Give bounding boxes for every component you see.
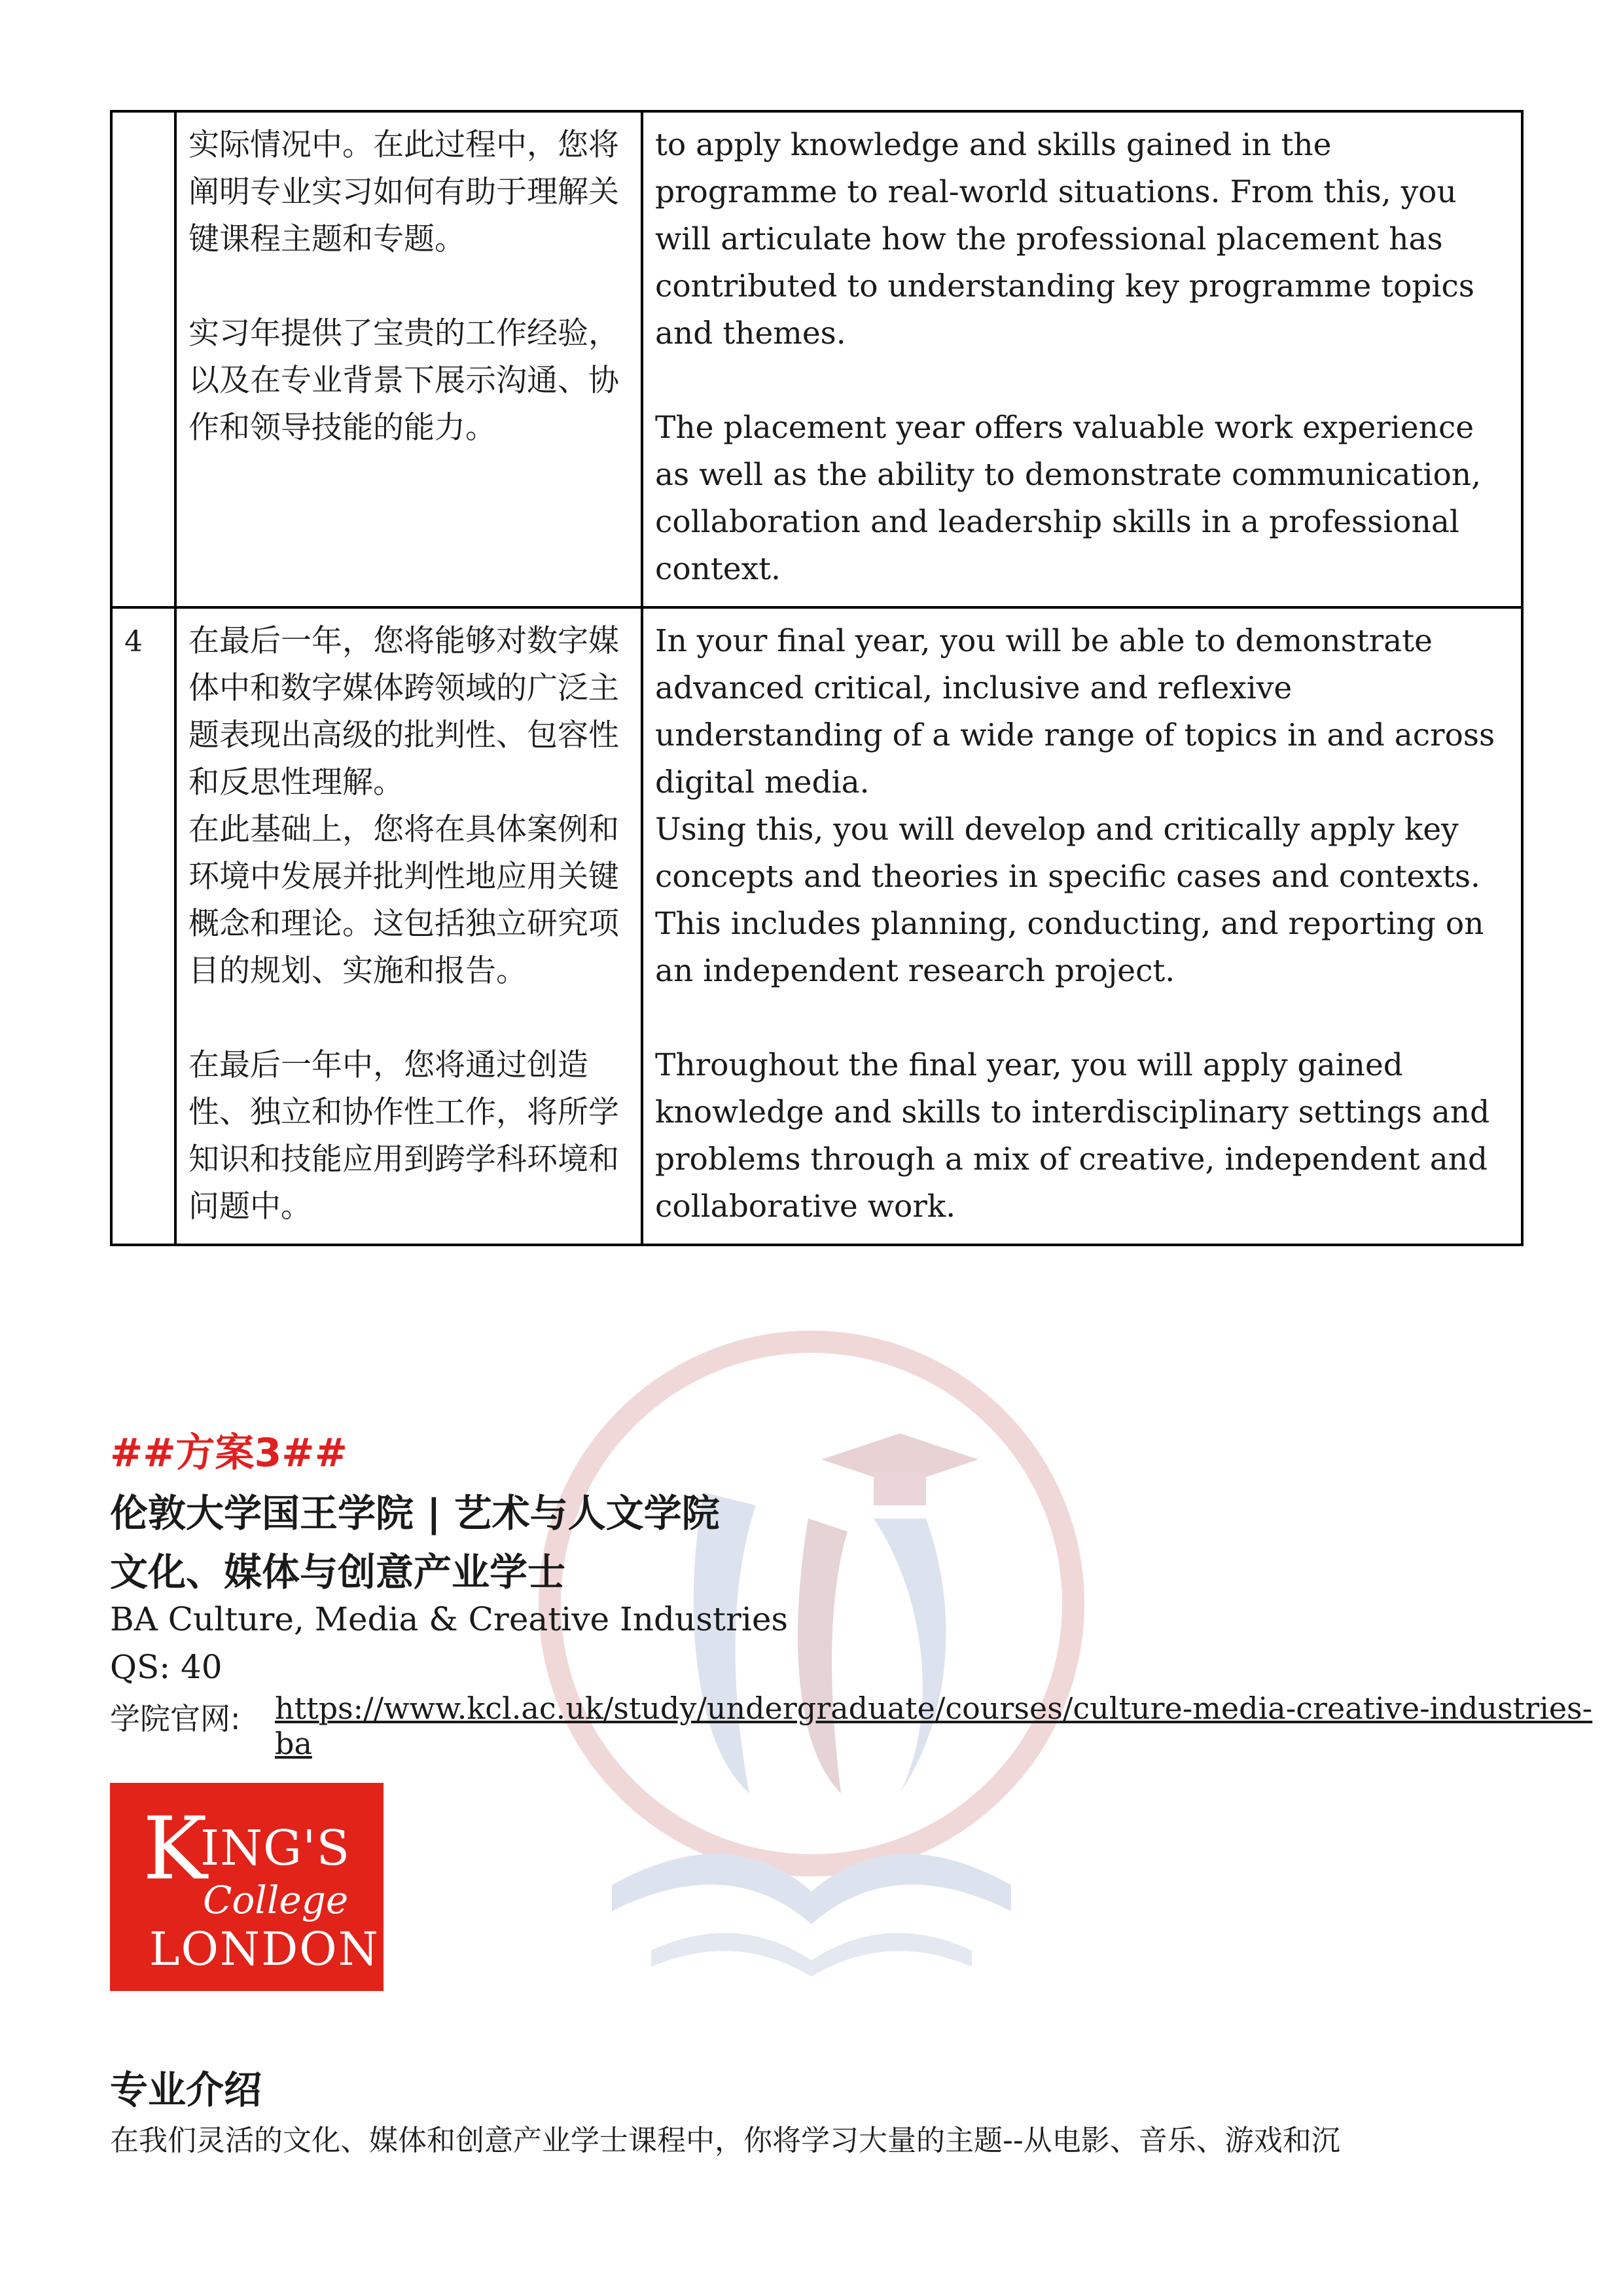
school-title: 伦敦大学国王学院 | 艺术与人文学院 <box>110 1491 720 1535</box>
en-paragraph: to apply knowledge and skills gained in the programme to real-world situations. From this, you will articulate how the professional placement has contributed to understanding key programme topics and themes. <box>655 127 1474 351</box>
degree-title-zh: 文化、媒体与创意产业学士 <box>110 1550 566 1594</box>
learning-outcomes-table <box>110 110 1524 1246</box>
zh-paragraph: 实际情况中。在此过程中，您将阐明专业实习如何有助于理解关键课程主题和专题。 <box>188 127 619 257</box>
zh-paragraph: 在最后一年中，您将通过创造性、独立和协作性工作，将所学知识和技能应用到跨学科环境和问题中。 <box>188 1047 619 1225</box>
degree-title-en: BA Culture, Media & Creative Industries <box>110 1600 789 1638</box>
zh-paragraph: 实习年提供了宝贵的工作经验，以及在专业背景下展示沟通、协作和领导技能的能力。 <box>188 315 619 446</box>
year-number: 4 <box>124 625 143 658</box>
intro-heading: 专业介绍 <box>110 2068 262 2112</box>
program-tag: ##方案3## <box>110 1430 348 1476</box>
en-paragraph: In your final year, you will be able to demonstrate advanced critical, inclusive and reflexive understanding of a wide range of topics in and across digital media. <box>655 623 1495 800</box>
qs-ranking: QS: 40 <box>110 1648 223 1686</box>
chinese-description-cell <box>175 607 642 1245</box>
en-paragraph: Using this, you will develop and critically apply key concepts and theories in specific cases and contexts. This includes planning, conducting, and reporting on an independent research project. <box>655 812 1484 989</box>
chinese-description-cell <box>175 111 642 607</box>
en-paragraph: The placement year offers valuable work experience as well as the ability to demonstrate communication, collaboration and leadership skills in a professional context. <box>655 410 1482 587</box>
english-description-cell <box>642 607 1522 1245</box>
table-row <box>111 607 1522 1245</box>
en-paragraph: Throughout the final year, you will apply gained knowledge and skills to interdisciplinary settings and problems through a mix of creative, independent and collaborative work. <box>655 1047 1490 1225</box>
english-description-cell <box>642 111 1522 607</box>
zh-paragraph: 在最后一年，您将能够对数字媒体中和数字媒体跨领域的广泛主题表现出高级的批判性、包容性和反思性理解。 <box>188 623 619 800</box>
year-cell <box>111 111 175 607</box>
intro-text: 在我们灵活的文化、媒体和创意产业学士课程中，你将学习大量的主题--从电影、音乐、游戏和沉 <box>110 2124 1340 2157</box>
zh-paragraph: 在此基础上，您将在具体案例和环境中发展并批判性地应用关键概念和理论。这包括独立研究项目的规划、实施和报告。 <box>188 812 619 989</box>
kings-college-london-logo: K ING'S College LONDON <box>110 1783 383 1991</box>
website-link[interactable]: https://www.kcl.ac.uk/study/undergraduate/courses/culture-media-creative-industries-ba <box>275 1691 1593 1761</box>
table-row <box>111 111 1522 607</box>
website-label: 学院官网: <box>110 1701 241 1736</box>
watermark-logo <box>533 1322 1090 2036</box>
year-cell <box>111 607 175 1245</box>
